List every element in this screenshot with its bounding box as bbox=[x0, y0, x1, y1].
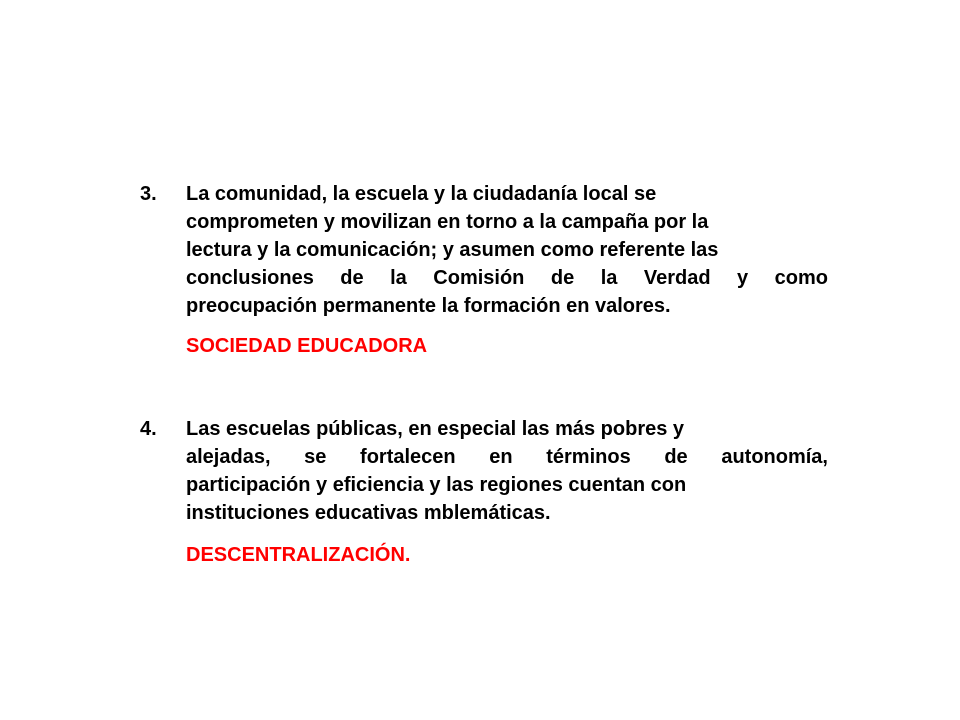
item-text-line: lectura y la comunicación; y asumen como referente las bbox=[186, 239, 719, 261]
item-category-tag: DESCENTRALIZACIÓN. bbox=[186, 544, 411, 566]
item-text-line: alejadas, se fortalecen en términos de autonomía, bbox=[186, 446, 828, 468]
item-number: 4. bbox=[140, 418, 157, 440]
item-category-tag: SOCIEDAD EDUCADORA bbox=[186, 335, 428, 357]
item-text-line: La comunidad, la escuela y la ciudadanía local se bbox=[186, 183, 657, 205]
item-number: 3. bbox=[140, 183, 157, 205]
item-text-line: Las escuelas públicas, en especial las más pobres y bbox=[186, 418, 685, 440]
item-text-line: participación y eficiencia y las regiones cuentan con bbox=[186, 474, 687, 496]
item-text-line: conclusiones de la Comisión de la Verdad y como bbox=[186, 267, 828, 289]
item-body bbox=[186, 415, 828, 569]
item-text-line: comprometen y movilizan en torno a la campaña por la bbox=[186, 211, 709, 233]
item-text-line: preocupación permanente la formación en valores. bbox=[186, 295, 671, 317]
item-text-line: instituciones educativas mblemáticas. bbox=[186, 502, 551, 524]
item-body bbox=[186, 180, 828, 360]
